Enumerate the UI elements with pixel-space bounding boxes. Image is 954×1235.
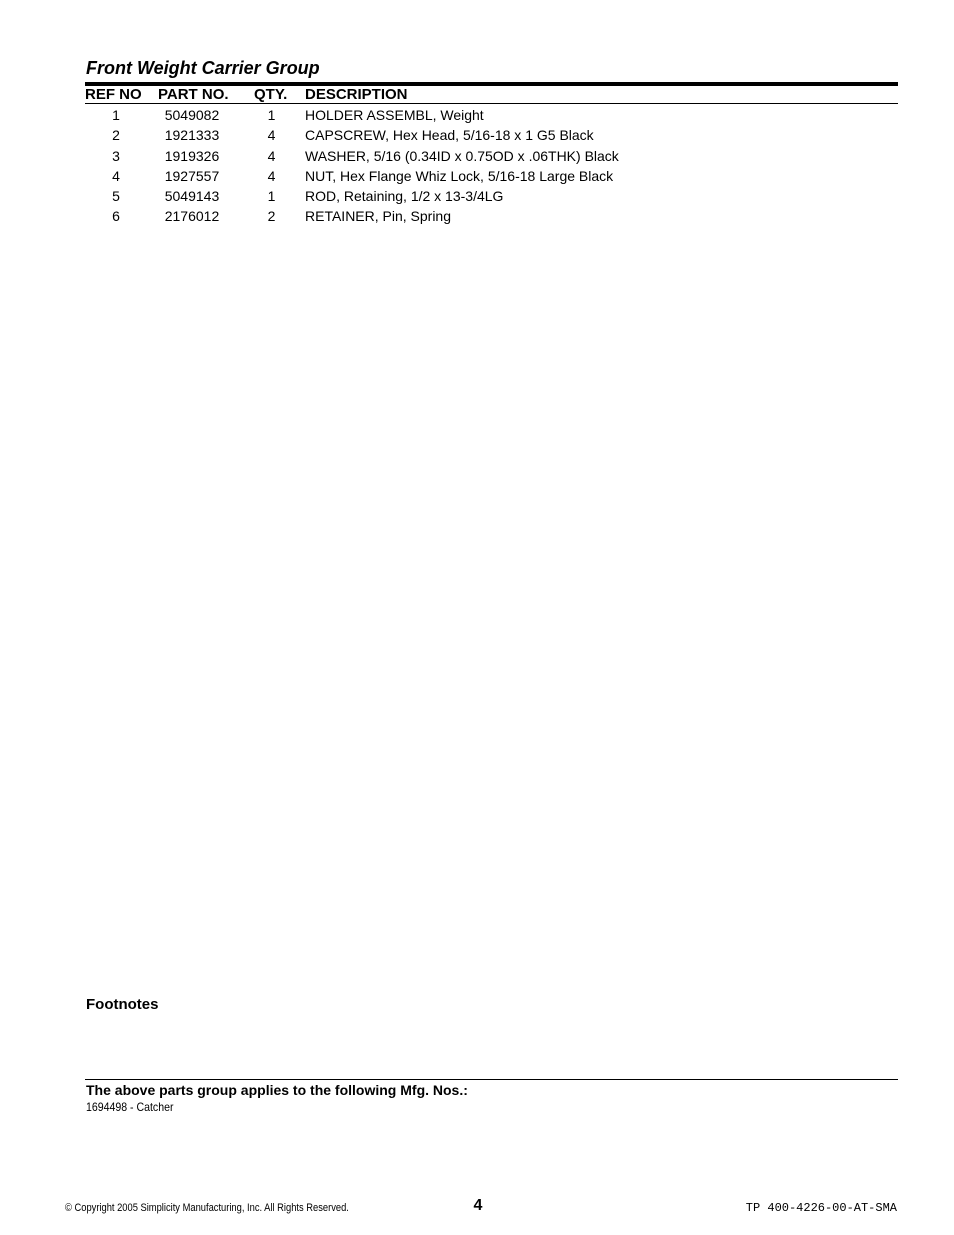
table-row (85, 107, 898, 127)
ref-no-cell: 5 (112, 188, 120, 205)
ref-no-cell: 4 (112, 167, 120, 184)
part-no-cell: 5049082 (164, 107, 220, 123)
ref-no-cell: 3 (112, 147, 120, 164)
copyright-notice: © Copyright 2005 Simplicity Manufacturing, Inc. All Rights Reserved. (65, 1202, 349, 1214)
qty-cell: 2 (267, 208, 276, 225)
qty-cell: 1 (267, 107, 276, 123)
description-cell: HOLDER ASSEMBL, Weight (305, 107, 484, 123)
document-code: TP 400-4226-00-AT-SMA (745, 1201, 897, 1215)
part-no-cell: 1927557 (164, 167, 220, 184)
header-divider (85, 103, 898, 104)
page-number: 4 (473, 1197, 483, 1214)
ref-no-cell: 1 (112, 107, 120, 123)
section-title: Front Weight Carrier Group (86, 58, 320, 78)
header-ref-no: REF NO (85, 86, 142, 103)
header-qty: QTY. (254, 86, 288, 103)
description-cell: ROD, Retaining, 1/2 x 13-3/4LG (305, 188, 504, 205)
table-row (85, 148, 898, 168)
applicability-heading: The above parts group applies to the following Mfg. Nos.: (86, 1082, 468, 1098)
description-cell: WASHER, 5/16 (0.34ID x 0.75OD x .06THK) Black (305, 147, 619, 164)
qty-cell: 4 (267, 167, 276, 184)
qty-cell: 1 (267, 188, 276, 205)
footnotes-heading: Footnotes (86, 996, 159, 1013)
ref-no-cell: 2 (112, 127, 120, 144)
table-row (85, 127, 898, 147)
part-no-cell: 5049143 (164, 188, 220, 205)
part-no-cell: 1921333 (164, 127, 220, 144)
table-header (85, 86, 898, 103)
description-cell: NUT, Hex Flange Whiz Lock, 5/16-18 Large Black (305, 167, 614, 184)
header-part-no: PART NO. (158, 86, 229, 103)
qty-cell: 4 (267, 147, 276, 164)
qty-cell: 4 (267, 127, 276, 144)
table-row (85, 188, 898, 208)
parts-table (85, 107, 898, 229)
table-row (85, 168, 898, 188)
description-cell: CAPSCREW, Hex Head, 5/16-18 x 1 G5 Black (305, 127, 594, 144)
part-no-cell: 2176012 (164, 208, 220, 225)
header-description: DESCRIPTION (305, 86, 408, 103)
footnotes-divider (85, 1079, 898, 1080)
mfg-numbers: 1694498 - Catcher (86, 1100, 174, 1114)
ref-no-cell: 6 (112, 208, 120, 225)
description-cell: RETAINER, Pin, Spring (305, 208, 452, 225)
table-row (85, 208, 898, 228)
part-no-cell: 1919326 (164, 147, 220, 164)
